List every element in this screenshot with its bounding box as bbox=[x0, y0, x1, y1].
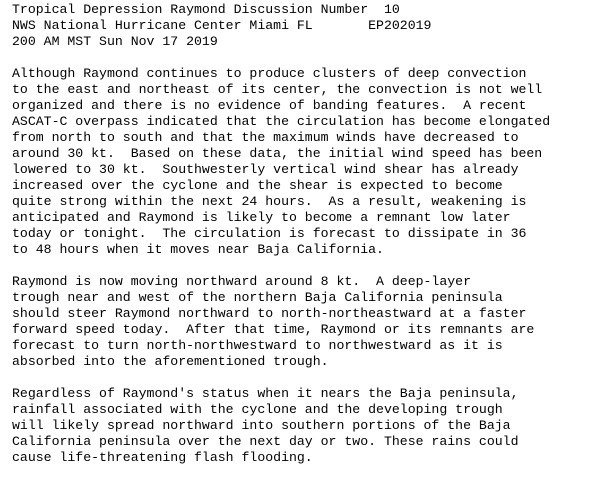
text-line: rainfall associated with the cyclone and the developing trough bbox=[12, 402, 503, 417]
issue-time: 200 AM MST Sun Nov 17 2019 bbox=[12, 34, 218, 49]
text-line: will likely spread northward into southern portions of the Baja bbox=[12, 418, 511, 433]
text-line: from north to south and that the maximum winds have decreased to bbox=[12, 130, 519, 145]
text-line: quite strong within the next 24 hours. As a result, weakening is bbox=[12, 194, 527, 209]
text-line: to 48 hours when it moves near Baja California. bbox=[12, 242, 384, 257]
text-line: increased over the cyclone and the shear is expected to become bbox=[12, 178, 503, 193]
text-line: absorbed into the aforementioned trough. bbox=[12, 354, 329, 369]
text-line: forecast to turn north-northwestward to northwestward as it is bbox=[12, 338, 503, 353]
paragraph-intensity bbox=[12, 66, 597, 258]
text-line: should steer Raymond northward to north-northeastward at a faster bbox=[12, 306, 527, 321]
text-line: anticipated and Raymond is likely to become a remnant low later bbox=[12, 210, 511, 225]
blank-line bbox=[12, 258, 597, 274]
discussion-title: Tropical Depression Raymond Discussion Number 10 bbox=[12, 2, 400, 17]
paragraph-track bbox=[12, 274, 597, 370]
paragraph-hazards bbox=[12, 386, 597, 466]
text-line: forward speed today. After that time, Raymond or its remnants are bbox=[12, 322, 535, 337]
text-line: lowered to 30 kt. Southwesterly vertical wind shear has already bbox=[12, 162, 519, 177]
issuing-office: NWS National Hurricane Center Miami FL EP202019 bbox=[12, 18, 432, 33]
text-line: trough near and west of the northern Baja California peninsula bbox=[12, 290, 503, 305]
blank-line bbox=[12, 370, 597, 386]
blank-line bbox=[12, 50, 597, 66]
text-line: organized and there is no evidence of banding features. A recent bbox=[12, 98, 527, 113]
text-line: ASCAT-C overpass indicated that the circulation has become elongated bbox=[12, 114, 551, 129]
text-line: today or tonight. The circulation is forecast to dissipate in 36 bbox=[12, 226, 527, 241]
text-line: Raymond is now moving northward around 8 kt. A deep-layer bbox=[12, 274, 471, 289]
text-line: around 30 kt. Based on these data, the initial wind speed has been bbox=[12, 146, 543, 161]
text-line: California peninsula over the next day or two. These rains could bbox=[12, 434, 519, 449]
text-line: to the east and northeast of its center, the convection is not well bbox=[12, 82, 543, 97]
text-line: Although Raymond continues to produce clusters of deep convection bbox=[12, 66, 527, 81]
text-line: Regardless of Raymond's status when it nears the Baja peninsula, bbox=[12, 386, 519, 401]
text-line: cause life-threatening flash flooding. bbox=[12, 450, 313, 465]
discussion-document bbox=[12, 2, 597, 466]
